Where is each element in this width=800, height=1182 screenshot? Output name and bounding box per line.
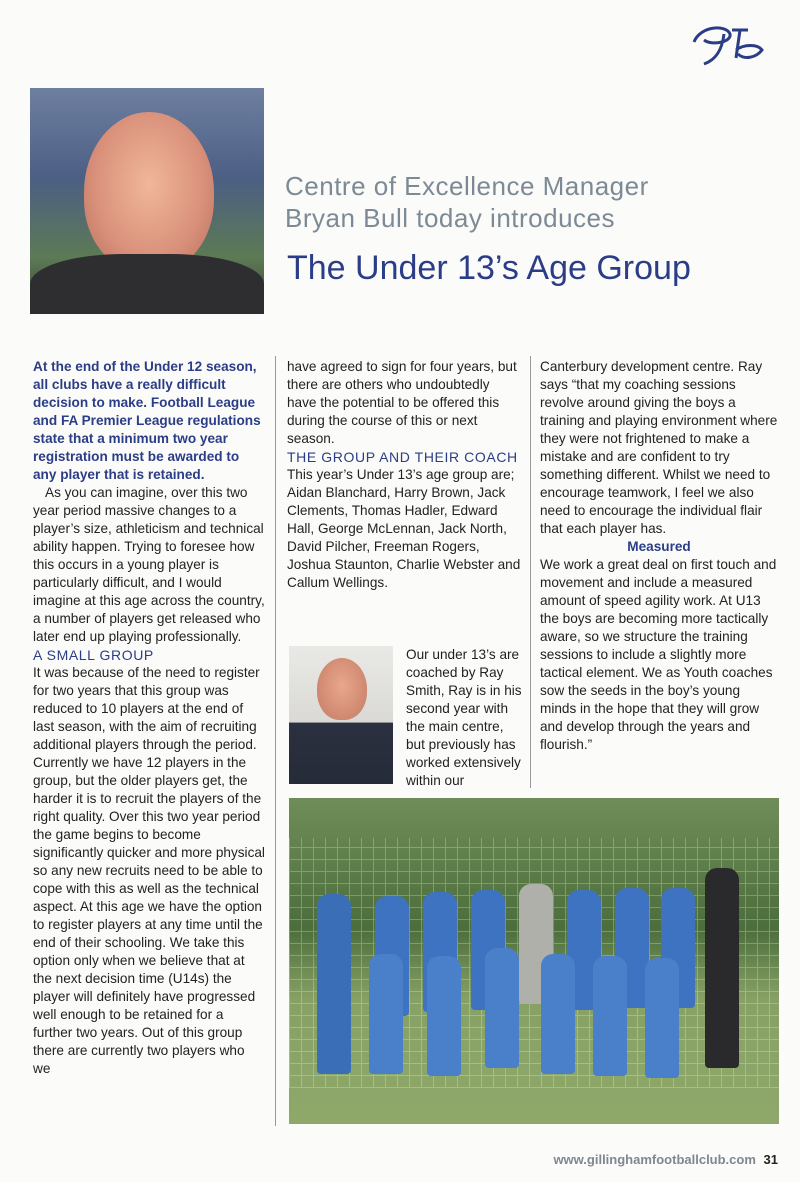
- paragraph: have agreed to sign for four years, but there are others who undoubtedly have the potential to be offered this during the course of this or next season.: [287, 359, 517, 446]
- paragraph: As you can imagine, over this two year period massive changes to a player’s size, athleticism and technical ability happen. Trying to foresee how this occurs in a young player is particularly difficult, and I would imagine at this age across the country, a number of players get released who later end up playing professionally.: [33, 485, 265, 644]
- column-1: [33, 358, 265, 1078]
- intro-paragraph: At the end of the Under 12 season, all clubs have a really difficult decision to make. Football League and FA Premier League regulations state that a minimum two year registration must be awarded to any player that is retained.: [33, 359, 261, 482]
- column-3: [540, 358, 778, 754]
- section-heading: THE GROUP AND THEIR COACH: [287, 449, 518, 465]
- article-kicker: [285, 170, 780, 234]
- paragraph: We work a great deal on first touch and movement and include a measured amount of speed agility work. At U13 the boys are becoming more tactically aware, so we structure the training sessions to include a slightly more tactical element. We as Youth coaches sow the seeds in the boy’s young minds in the hope that they will grow and develop through the years and flourish.”: [540, 557, 777, 752]
- kicker-line-2: Bryan Bull today introduces: [285, 203, 616, 233]
- website-url: www.gillinghamfootballclub.com: [553, 1152, 756, 1167]
- player-figure: [485, 948, 519, 1068]
- kicker-line-1: Centre of Excellence Manager: [285, 171, 649, 201]
- player-figure: [645, 958, 679, 1078]
- section-heading: Measured: [627, 539, 691, 554]
- coach-figure: [705, 868, 739, 1068]
- manager-face: [84, 112, 214, 272]
- player-figure: [427, 956, 461, 1076]
- player-figure: [593, 956, 627, 1076]
- page-footer: [553, 1152, 778, 1167]
- manager-photo: [30, 88, 264, 314]
- paragraph: This year’s Under 13’s age group are; Aidan Blanchard, Harry Brown, Jack Clements, Thomas Hadler, Edward Hall, George McLennan, Jack North, David Pilcher, Freeman Rogers, Joshua Staunton, Charlie Webster and Callum Wellings.: [287, 467, 521, 590]
- column-divider: [530, 356, 531, 788]
- coach-photo: [289, 646, 393, 784]
- club-logo: [686, 20, 766, 70]
- player-figure: [541, 954, 575, 1074]
- club-monogram-icon: [686, 20, 766, 70]
- column-divider: [275, 356, 276, 1126]
- coach-paragraph: Our under 13’s are coached by Ray Smith, Ray is in his second year with the main centre, but previously has worked extensively within our: [406, 647, 522, 788]
- player-figure: [369, 954, 403, 1074]
- coach-face: [317, 658, 367, 720]
- manager-shirt: [30, 254, 264, 314]
- column-2: [287, 358, 522, 592]
- team-photo: [289, 798, 779, 1124]
- paragraph: Canterbury development centre. Ray says “that my coaching sessions revolve around giving the boys a training and playing environment where they were not frightened to make a mistake and are confident to try something different. Whilst we need to encourage teamwork, I feel we also need to encourage the individual flair that each player has.: [540, 359, 778, 536]
- paragraph: It was because of the need to register for two years that this group was reduced to 10 players at the end of last season, with the aim of recruiting additional players through the period. Currently we have 12 players in the group, but the older players get, the harder it is to recruit the players of the right quality. Over this two year period the game begins to become significantly quicker and more physical so any new recruits need to be able to cope with this as well as the technical aspect. At this age we have the option to register players at any time until the end of their schooling. We take this option only when we believe that at the next decision time (U14s) the player will definitely have progressed well enough to be retained for a further two years. Out of this group there are currently two players who we: [33, 665, 265, 1076]
- page-number: 31: [763, 1152, 778, 1167]
- section-heading: A SMALL GROUP: [33, 647, 154, 663]
- article-title: The Under 13’s Age Group: [287, 249, 691, 287]
- coach-figure: [317, 894, 351, 1074]
